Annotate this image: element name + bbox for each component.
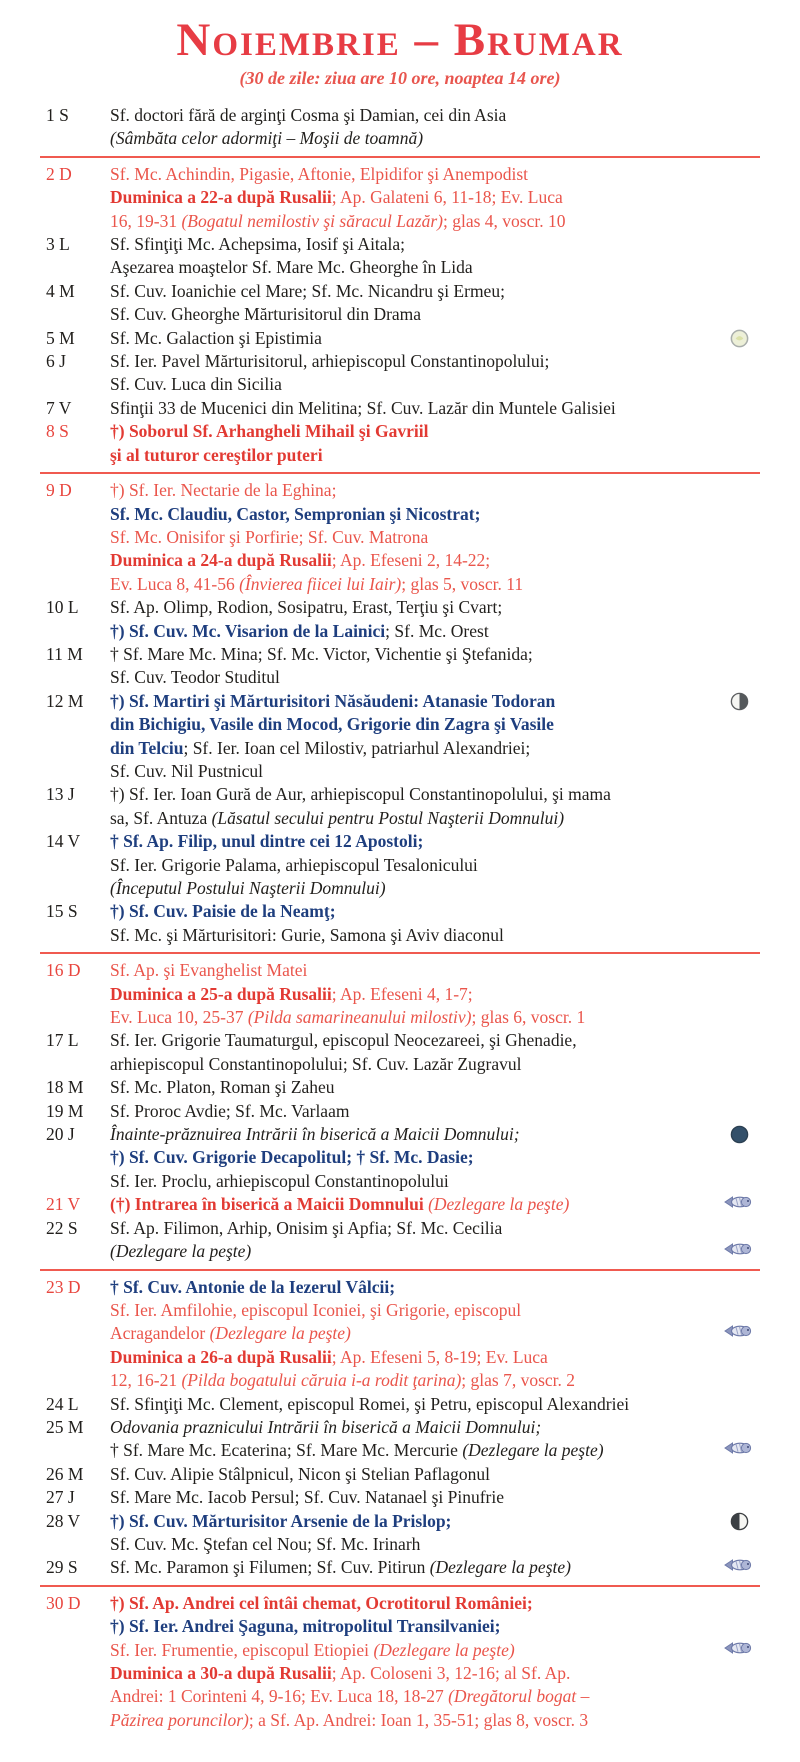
entry-text: Sf. Ier. Grigorie Taumaturgul, episcopul Neocezareei, şi Ghenadie, xyxy=(110,1030,577,1051)
entry-line xyxy=(110,737,756,760)
day-label: 21 V xyxy=(46,1194,81,1215)
entry-text: †) Sf. Martiri şi Mărturisitori Năsăudeni: Atanasie Todoran xyxy=(110,690,556,711)
entry-line xyxy=(110,549,756,572)
entry-text: (Dezlegare la peşte) xyxy=(110,1241,252,1262)
entry-text: †) Sf. Cuv. Mc. Visarion de la Lainici xyxy=(110,620,386,641)
day-label: 17 L xyxy=(46,1030,79,1051)
entry-text: †) Sf. Cuv. Paisie de la Neamţ; xyxy=(110,901,336,922)
entry-line xyxy=(110,479,756,502)
page-header xyxy=(0,0,800,90)
entry-line xyxy=(110,1393,756,1416)
entry-line xyxy=(110,327,756,350)
entry-line xyxy=(110,210,756,233)
entry-line xyxy=(110,1685,756,1708)
calendar-row xyxy=(0,1276,800,1393)
calendar-row xyxy=(0,1592,800,1732)
calendar-row xyxy=(0,1193,800,1216)
entry-text: Duminica a 25-a după Rusalii xyxy=(110,983,332,1004)
entry-text: (Dezlegare la peşte) xyxy=(428,1194,570,1215)
week-separator-line xyxy=(40,1269,760,1271)
entry-text: Sf. Mc. şi Mărturisitori: Gurie, Samona şi Aviv diaconul xyxy=(110,924,504,945)
entry-line xyxy=(110,1486,756,1509)
calendar-row xyxy=(0,397,800,420)
fish-icon xyxy=(724,1323,754,1345)
entry-line xyxy=(110,1639,756,1662)
entry-line xyxy=(110,643,756,666)
entry-line xyxy=(110,1416,756,1439)
fish-icon xyxy=(724,1557,754,1579)
entry-text: Duminica a 26-a după Rusalii xyxy=(110,1346,332,1367)
entry-text: † Sf. Ap. Filip, unul dintre cei 12 Apostoli; xyxy=(110,831,424,852)
entry-line xyxy=(110,1170,756,1193)
entry-text: (Învierea fiicei lui Iair) xyxy=(239,573,402,594)
entry-text: Aşezarea moaştelor Sf. Mare Mc. Gheorghe în Lida xyxy=(110,257,473,278)
entry-text: †) Sf. Ap. Andrei cel întâi chemat, Ocrotitorul României; xyxy=(110,1592,533,1613)
week-separator-line xyxy=(40,472,760,474)
entry-text: Sf. Sfinţiţi Mc. Clement, episcopul Romei, şi Petru, episcopul Alexandriei xyxy=(110,1393,630,1414)
moon-new-icon xyxy=(724,1124,754,1146)
entry-line xyxy=(110,1463,756,1486)
day-label: 26 M xyxy=(46,1463,84,1484)
day-label: 8 S xyxy=(46,421,69,442)
entry-text: Sf. Cuv. Teodor Studitul xyxy=(110,667,280,688)
entry-text: şi al tuturor cereştilor puteri xyxy=(110,444,323,465)
entry-text: 16, 19-31 xyxy=(110,210,182,231)
entry-line xyxy=(110,1006,756,1029)
entry-text: (Dezlegare la peşte) xyxy=(373,1639,515,1660)
entry-text: ; glas 6, voscr. 1 xyxy=(471,1007,586,1028)
day-label: 18 M xyxy=(46,1077,84,1098)
entry-line xyxy=(110,373,756,396)
entry-text: Sf. Mare Mc. Iacob Persul; Sf. Cuv. Natanael şi Pinufrie xyxy=(110,1487,504,1508)
day-label: 2 D xyxy=(46,163,72,184)
day-label: 30 D xyxy=(46,1592,81,1613)
entry-text: Duminica a 22-a după Rusalii xyxy=(110,187,332,208)
moon-full-icon xyxy=(724,328,754,350)
calendar-row xyxy=(0,959,800,1029)
entry-text: ; Ap. Efeseni 4, 1-7; xyxy=(331,983,473,1004)
day-label: 29 S xyxy=(46,1557,78,1578)
entry-line xyxy=(110,713,756,736)
calendar-row xyxy=(0,1393,800,1416)
entry-text: ; glas 4, voscr. 10 xyxy=(442,210,566,231)
calendar-row xyxy=(0,1556,800,1579)
fish-icon xyxy=(724,1440,754,1462)
day-label: 1 S xyxy=(46,105,69,125)
calendar-row xyxy=(0,104,800,151)
entry-text: †) Soborul Sf. Arhangheli Mihail şi Gavriil xyxy=(110,421,429,442)
day-label: 19 M xyxy=(46,1100,84,1121)
entry-line xyxy=(110,280,756,303)
calendar-row xyxy=(0,1486,800,1509)
entry-text: (Lăsatul secului pentru Postul Naşterii Domnului) xyxy=(211,807,565,828)
entry-text: arhiepiscopul Constantinopolului; Sf. Cuv. Lazăr Zugravul xyxy=(110,1053,522,1074)
entry-line xyxy=(110,233,756,256)
entry-text: din Bichigiu, Vasile din Mocod, Grigorie din Zagra şi Vasile xyxy=(110,714,554,735)
entry-line xyxy=(110,854,756,877)
entry-text: (†) Intrarea în biserică a Maicii Domnului xyxy=(110,1194,429,1215)
entry-text: Odovania praznicului Intrării în biserică a Maicii Domnului; xyxy=(110,1416,542,1437)
calendar-row xyxy=(0,1510,800,1557)
calendar-row xyxy=(0,900,800,947)
entry-line xyxy=(110,666,756,689)
entry-text: Sf. Cuv. Gheorghe Mărturisitorul din Drama xyxy=(110,304,422,325)
entry-text: Sf. Mc. Achindin, Pigasie, Aftonie, Elpidifor şi Anempodist xyxy=(110,163,529,184)
week-separator-line xyxy=(40,1585,760,1587)
day-label: 16 D xyxy=(46,960,81,981)
day-label: 9 D xyxy=(46,480,72,501)
entry-line xyxy=(110,1146,756,1169)
entry-text: Sf. Ap. Olimp, Rodion, Sosipatru, Erast, Terţiu şi Cvart; xyxy=(110,597,503,618)
entry-text: 12, 16-21 xyxy=(110,1370,182,1391)
entry-line xyxy=(110,256,756,279)
day-label: 7 V xyxy=(46,397,72,418)
entry-line xyxy=(110,877,756,900)
entry-text: Păzirea poruncilor) xyxy=(110,1709,249,1730)
entry-line xyxy=(110,444,756,467)
entry-line xyxy=(110,690,756,713)
entry-text: (Începutul Postului Naşterii Domnului) xyxy=(110,878,386,898)
entry-text: (Pilda bogatului căruia i-a rodit ţarina) xyxy=(181,1370,462,1391)
week-separator-line xyxy=(40,952,760,954)
entry-line xyxy=(110,1533,756,1556)
entry-text: ; Ap. Efeseni 5, 8-19; Ev. Luca xyxy=(331,1346,548,1367)
entry-text: Sf. Ap. Filimon, Arhip, Onisim şi Apfia; Sf. Mc. Cecilia xyxy=(110,1217,503,1238)
calendar-row xyxy=(0,1463,800,1486)
entry-text: † Sf. Mare Mc. Mina; Sf. Mc. Victor, Vichentie şi Ştefanida; xyxy=(110,643,533,664)
entry-text: Ev. Luca 8, 41-56 xyxy=(110,573,240,594)
calendar-row xyxy=(0,596,800,643)
calendar-row xyxy=(0,479,800,596)
day-label: 24 L xyxy=(46,1393,79,1414)
day-label: 13 J xyxy=(46,784,75,805)
entry-text: ; a Sf. Ap. Andrei: Ioan 1, 35-51; glas 8, voscr. 3 xyxy=(248,1709,589,1730)
calendar-row xyxy=(0,1123,800,1193)
day-label: 22 S xyxy=(46,1217,78,1238)
entry-line xyxy=(110,1592,756,1615)
entry-text: ; Ap. Efeseni 2, 14-22; xyxy=(331,550,491,571)
entry-text: Sf. Cuv. Nil Pustnicul xyxy=(110,760,263,781)
day-label: 27 J xyxy=(46,1487,75,1508)
calendar-row xyxy=(0,163,800,233)
entry-text: †) Sf. Ier. Nectarie de la Eghina; xyxy=(110,480,337,501)
entry-text: † Sf. Mare Mc. Ecaterina; Sf. Mare Mc. Mercurie xyxy=(110,1440,463,1461)
entry-line xyxy=(110,1100,756,1123)
day-label: 5 M xyxy=(46,327,75,348)
entry-text: †) Sf. Ier. Ioan Gură de Aur, arhiepiscopul Constantinopolului, şi mama xyxy=(110,784,611,805)
entry-text: ; Sf. Ier. Ioan cel Milostiv, patriarhul Alexandriei; xyxy=(183,737,531,758)
entry-text: Sf. Proroc Avdie; Sf. Mc. Varlaam xyxy=(110,1100,350,1121)
entry-text: Sf. Ier. Frumentie, episcopul Etiopiei xyxy=(110,1639,374,1660)
entry-text: Sf. Cuv. Ioanichie cel Mare; Sf. Mc. Nicandru şi Ermeu; xyxy=(110,280,505,301)
entry-line xyxy=(110,350,756,373)
day-label: 6 J xyxy=(46,351,66,372)
entry-text: Andrei: 1 Corinteni 4, 9-16; Ev. Luca 18, 18-27 xyxy=(110,1686,449,1707)
entry-line xyxy=(110,303,756,326)
entry-line xyxy=(110,186,756,209)
month-subtitle: (30 de zile: ziua are 10 ore, noaptea 14 ore) xyxy=(239,68,561,88)
calendar-row xyxy=(0,1217,800,1264)
entry-text: ; Sf. Mc. Orest xyxy=(385,620,489,641)
fish-icon xyxy=(724,1194,754,1216)
entry-text: Sf. Mc. Claudiu, Castor, Sempronian şi Nicostrat; xyxy=(110,503,481,524)
entry-line xyxy=(110,1276,756,1299)
entry-line xyxy=(110,983,756,1006)
entry-text: Sf. Ier. Amfilohie, episcopul Iconiei, şi Grigorie, episcopul xyxy=(110,1299,522,1320)
entry-line xyxy=(110,503,756,526)
day-label: 12 M xyxy=(46,690,84,711)
entry-line xyxy=(110,1193,756,1216)
entry-line xyxy=(110,1439,756,1462)
entry-line xyxy=(110,830,756,853)
entry-line xyxy=(110,620,756,643)
day-label: 14 V xyxy=(46,831,81,852)
entry-text: Duminica a 24-a după Rusalii xyxy=(110,550,332,571)
entry-text: ; glas 5, voscr. 11 xyxy=(401,573,524,594)
entry-text: (Dezlegare la peşte) xyxy=(462,1440,604,1461)
entry-line xyxy=(110,526,756,549)
entry-line xyxy=(110,1299,756,1322)
calendar-row xyxy=(0,233,800,280)
moon-first-icon xyxy=(724,1511,754,1533)
entry-line xyxy=(110,1556,756,1579)
entry-line xyxy=(110,104,756,127)
calendar-row xyxy=(0,280,800,327)
entry-line xyxy=(110,573,756,596)
day-label: 4 M xyxy=(46,280,75,301)
entry-line xyxy=(110,1123,756,1146)
fish-icon xyxy=(724,1640,754,1662)
entry-text: Sf. Sfinţiţi Mc. Achepsima, Iosif şi Aitala; xyxy=(110,234,406,255)
entry-line xyxy=(110,1615,756,1638)
entry-line xyxy=(110,760,756,783)
entry-line xyxy=(110,1662,756,1685)
entry-text: ; glas 7, voscr. 2 xyxy=(461,1370,576,1391)
entry-text: sa, Sf. Antuza xyxy=(110,807,212,828)
entry-line xyxy=(110,596,756,619)
entry-line xyxy=(110,900,756,923)
entry-text: (Sâmbăta celor adormiţi – Moşii de toamnă) xyxy=(110,128,424,149)
entry-text: Sf. Cuv. Luca din Sicilia xyxy=(110,374,282,395)
entry-line xyxy=(110,1322,756,1345)
day-label: 11 M xyxy=(46,643,83,664)
entry-text: Sf. Cuv. Mc. Ştefan cel Nou; Sf. Mc. Irinarh xyxy=(110,1533,421,1554)
day-label: 15 S xyxy=(46,901,78,922)
entry-text: (Pilda samarineanului milostiv) xyxy=(247,1007,472,1028)
day-label: 3 L xyxy=(46,234,70,255)
month-title: Noiembrie – Brumar xyxy=(176,14,624,66)
entry-text: (Dregătorul bogat – xyxy=(448,1686,590,1707)
calendar-row xyxy=(0,1029,800,1076)
entry-text: Sf. doctori fără de arginţi Cosma şi Damian, cei din Asia xyxy=(110,105,507,125)
entry-line xyxy=(110,1346,756,1369)
entry-text: Ev. Luca 10, 25-37 xyxy=(110,1007,248,1028)
entry-line xyxy=(110,1217,756,1240)
day-label: 25 M xyxy=(46,1416,84,1437)
entry-text: Sf. Ier. Proclu, arhiepiscopul Constantinopolului xyxy=(110,1170,449,1191)
calendar-row xyxy=(0,1076,800,1099)
entry-text: Înainte-prăznuirea Intrării în biserică a Maicii Domnului; xyxy=(110,1124,520,1145)
entry-text: †) Sf. Cuv. Grigorie Decapolitul; † Sf. Mc. Dasie; xyxy=(110,1147,474,1168)
entry-line xyxy=(110,1029,756,1052)
entry-text: † Sf. Cuv. Antonie de la Iezerul Vâlcii; xyxy=(110,1276,396,1297)
entry-text: Sf. Ier. Pavel Mărturisitorul, arhiepiscopul Constantinopolului; xyxy=(110,351,550,372)
entry-text: Sfinţii 33 de Mucenici din Melitina; Sf. Cuv. Lazăr din Muntele Galisiei xyxy=(110,397,616,418)
entry-text: Sf. Ier. Grigorie Palama, arhiepiscopul Tesalonicului xyxy=(110,854,478,875)
entry-text: ; Ap. Galateni 6, 11-18; Ev. Luca xyxy=(331,187,563,208)
entry-text: Sf. Mc. Platon, Roman şi Zaheu xyxy=(110,1077,335,1098)
calendar-row xyxy=(0,327,800,350)
calendar-row xyxy=(0,1100,800,1123)
calendar-row xyxy=(0,830,800,900)
entry-line xyxy=(110,1369,756,1392)
entry-text: Sf. Cuv. Alipie Stâlpnicul, Nicon şi Stelian Paflagonul xyxy=(110,1463,490,1484)
moon-last-icon xyxy=(724,691,754,713)
entry-line xyxy=(110,1240,756,1263)
entry-text: Sf. Mc. Paramon şi Filumen; Sf. Cuv. Pitirun xyxy=(110,1557,430,1578)
fish-icon xyxy=(724,1241,754,1263)
entry-text: (Bogatul nemilostiv şi săracul Lazăr) xyxy=(181,210,443,231)
entry-text: ; Ap. Coloseni 3, 12-16; al Sf. Ap. xyxy=(331,1663,571,1683)
entry-line xyxy=(110,420,756,443)
day-label: 10 L xyxy=(46,597,79,618)
entry-line xyxy=(110,1709,756,1732)
entry-text: †) Sf. Cuv. Mărturisitor Arsenie de la Prislop; xyxy=(110,1510,452,1531)
entry-text: (Dezlegare la peşte) xyxy=(209,1323,351,1344)
entry-text: Duminica a 30-a după Rusalii xyxy=(110,1663,332,1683)
entry-text: Acragandelor xyxy=(110,1323,210,1344)
entry-text: †) Sf. Ier. Andrei Şaguna, mitropolitul Transilvaniei; xyxy=(110,1616,501,1637)
calendar-row xyxy=(0,783,800,830)
day-label: 20 J xyxy=(46,1124,75,1145)
entry-text: Sf. Mc. Onisifor şi Porfirie; Sf. Cuv. Matrona xyxy=(110,526,429,547)
entry-line xyxy=(110,959,756,982)
entry-line xyxy=(110,127,756,150)
day-label: 23 D xyxy=(46,1276,81,1297)
day-label: 28 V xyxy=(46,1510,81,1531)
entry-line xyxy=(110,924,756,947)
week-separator-line xyxy=(40,156,760,158)
entry-line xyxy=(110,1076,756,1099)
entry-line xyxy=(110,783,756,806)
entry-line xyxy=(110,1510,756,1533)
entry-line xyxy=(110,807,756,830)
calendar-row xyxy=(0,420,800,467)
calendar-list xyxy=(0,104,800,1732)
calendar-row xyxy=(0,1416,800,1463)
entry-text: (Dezlegare la peşte) xyxy=(429,1557,571,1578)
calendar-row xyxy=(0,643,800,690)
calendar-row xyxy=(0,690,800,784)
entry-text: Sf. Mc. Galaction şi Epistimia xyxy=(110,327,322,348)
entry-text: din Telciu xyxy=(110,737,184,758)
calendar-row xyxy=(0,350,800,397)
entry-line xyxy=(110,397,756,420)
entry-line xyxy=(110,163,756,186)
entry-text: Sf. Ap. şi Evanghelist Matei xyxy=(110,960,308,981)
entry-line xyxy=(110,1053,756,1076)
